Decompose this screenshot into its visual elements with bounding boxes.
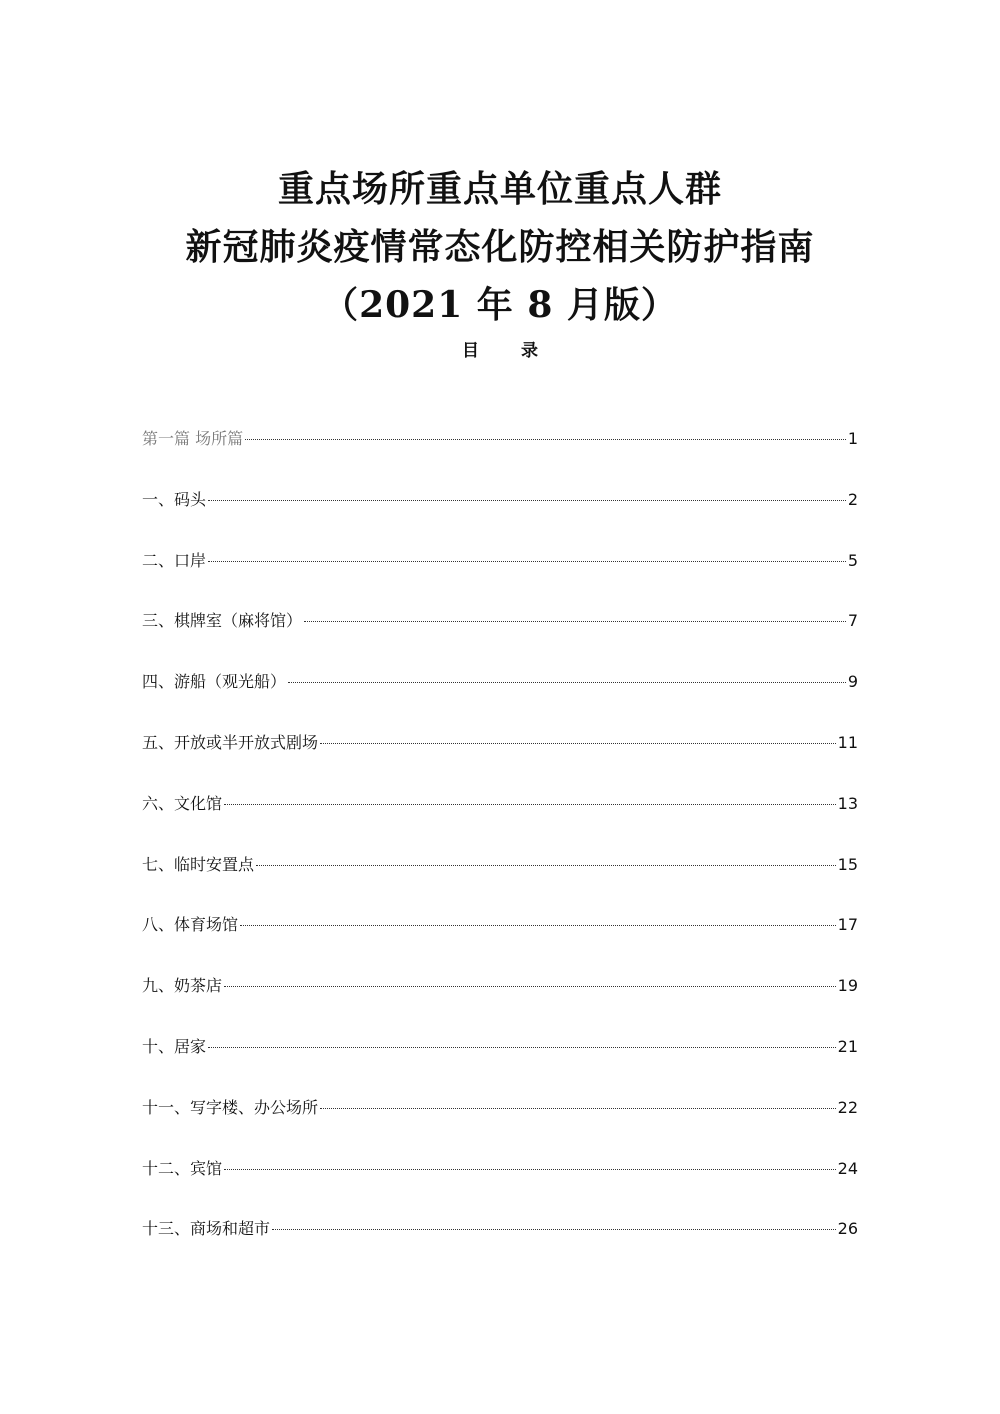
toc-dot-leader [304, 621, 846, 622]
toc-dot-leader [224, 1169, 836, 1170]
toc-entry-label: 一、码头 [142, 489, 207, 509]
toc-entry-label: 十、居家 [142, 1036, 207, 1056]
toc-entry-label: 五、开放或半开放式剧场 [142, 732, 319, 752]
toc-dot-leader [208, 500, 846, 501]
toc-entry-label: 六、文化馆 [142, 793, 223, 813]
toc-entry-label: 第一篇 场所篇 [142, 429, 244, 448]
title-line-3: （2021 年 8 月版） [322, 284, 678, 326]
toc-entry[interactable] [142, 669, 858, 730]
toc-dot-leader [224, 804, 836, 805]
toc-part-entry[interactable] [142, 426, 858, 487]
toc-entry-page-number: 13 [837, 793, 858, 813]
toc-entry-page-number: 24 [837, 1158, 858, 1178]
toc-entry[interactable] [142, 730, 858, 791]
toc-entry-page-number: 22 [837, 1097, 858, 1117]
toc-entry[interactable] [142, 973, 858, 1034]
toc-entry-label: 十一、写字楼、办公场所 [142, 1097, 319, 1117]
toc-entry-page-number: 17 [837, 915, 858, 935]
toc-entry[interactable] [142, 1216, 858, 1277]
toc-entry-page-number: 1 [847, 429, 858, 448]
toc-entry[interactable] [142, 487, 858, 548]
toc-entry-label: 十三、商场和超市 [142, 1219, 271, 1239]
toc-entry-page-number: 7 [847, 611, 858, 631]
toc-entry-label: 四、游船（观光船） [142, 672, 287, 692]
toc-entry[interactable] [142, 912, 858, 973]
toc-entry[interactable] [142, 548, 858, 609]
toc-dot-leader [208, 1047, 836, 1048]
toc-entry[interactable] [142, 1095, 858, 1156]
toc-entry[interactable] [142, 1156, 858, 1217]
toc-entry-label: 三、棋牌室（麻将馆） [142, 611, 303, 631]
toc-entry-page-number: 11 [837, 732, 858, 752]
toc-dot-leader [272, 1229, 836, 1230]
toc-entry-page-number: 9 [847, 672, 858, 692]
toc-entry-page-number: 26 [837, 1219, 858, 1239]
toc-dot-leader [245, 439, 846, 440]
toc-entry-page-number: 5 [847, 550, 858, 570]
toc-entry-page-number: 2 [847, 489, 858, 509]
document-title [0, 160, 1000, 334]
toc-entry-label: 九、奶茶店 [142, 976, 223, 996]
toc-dot-leader [288, 682, 846, 683]
toc-dot-leader [208, 561, 846, 562]
toc-dot-leader [320, 1108, 836, 1109]
toc-dot-leader [256, 865, 836, 866]
toc-dot-leader [320, 743, 836, 744]
toc-entry-page-number: 19 [837, 976, 858, 996]
title-line-2: 新冠肺炎疫情常态化防控相关防护指南 [185, 226, 815, 268]
toc-entry[interactable] [142, 1034, 858, 1095]
toc-entry-page-number: 15 [837, 854, 858, 874]
toc-entry[interactable] [142, 608, 858, 669]
toc-heading: 目 录 [462, 341, 556, 361]
toc-entry-label: 八、体育场馆 [142, 915, 239, 935]
toc-entry-label: 十二、宾馆 [142, 1158, 223, 1178]
toc-entry-label: 二、口岸 [142, 550, 207, 570]
toc-dot-leader [240, 925, 836, 926]
title-line-1: 重点场所重点单位重点人群 [277, 168, 722, 210]
table-of-contents [142, 426, 858, 1277]
toc-entry[interactable] [142, 791, 858, 852]
toc-dot-leader [224, 986, 836, 987]
toc-entry-label: 七、临时安置点 [142, 854, 255, 874]
toc-entry[interactable] [142, 852, 858, 913]
toc-entry-page-number: 21 [837, 1036, 858, 1056]
